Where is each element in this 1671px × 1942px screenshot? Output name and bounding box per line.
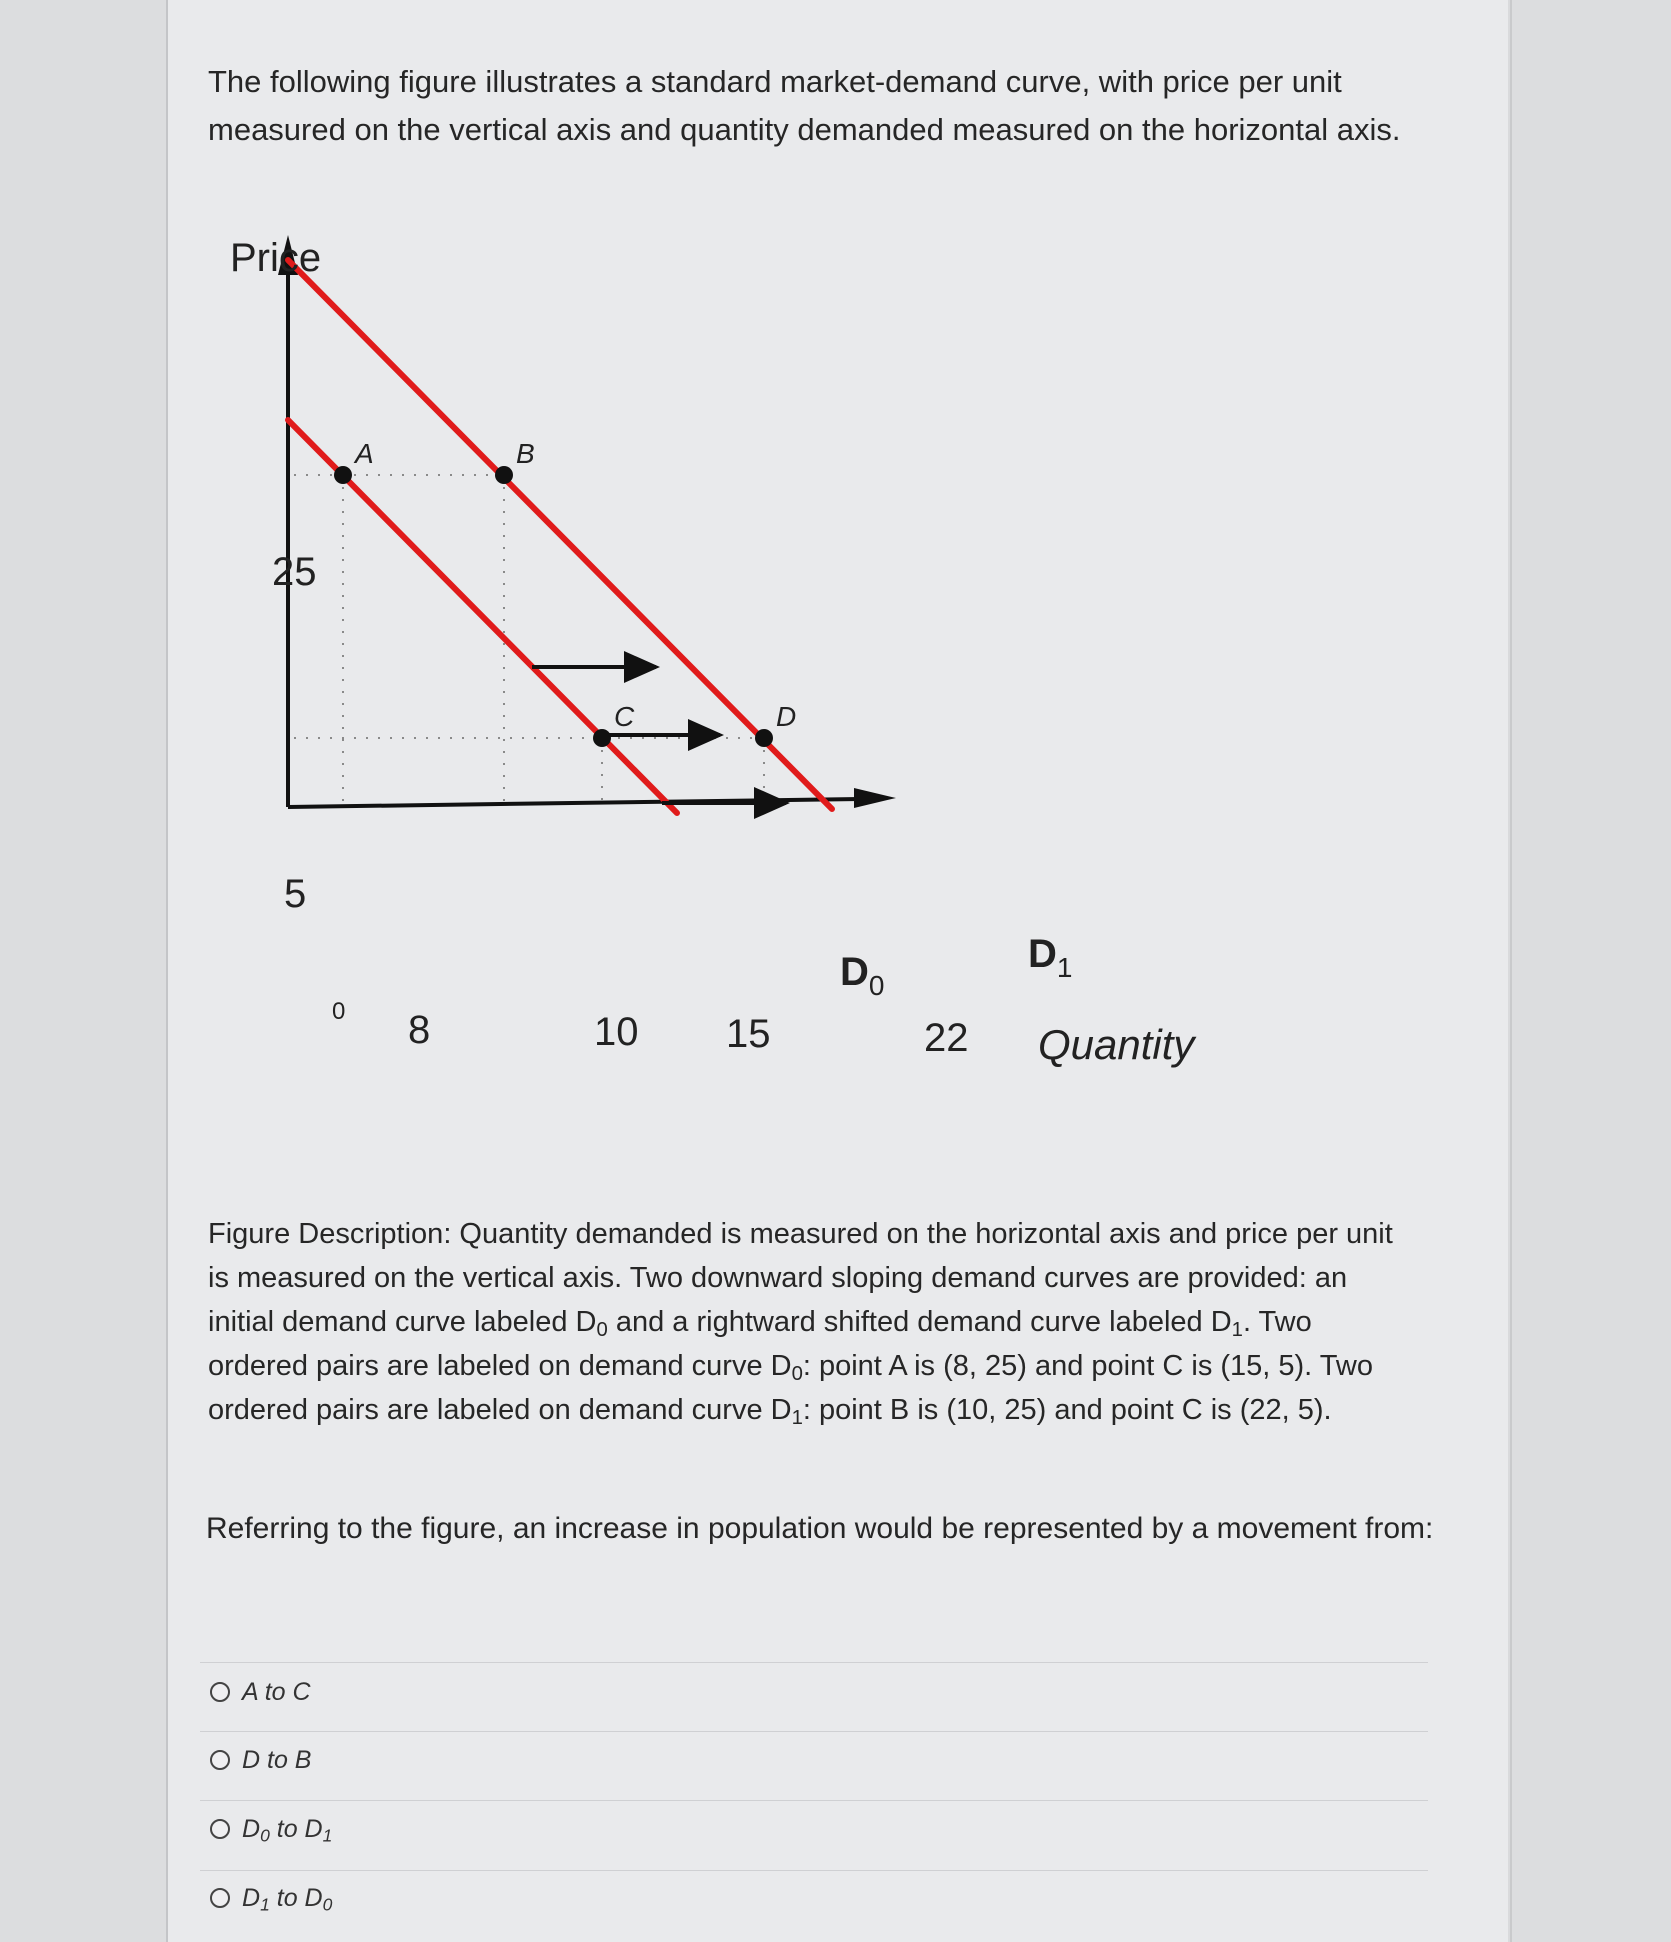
point-a-label: A: [355, 438, 374, 469]
option-label: $D_1$ to $D_0$: [242, 1883, 333, 1914]
option-label: $D_0$ to $D_1$: [242, 1814, 333, 1845]
demand-curve-d1: [288, 260, 832, 809]
option-d0-to-d1[interactable]: [210, 1809, 332, 1849]
y-axis-label: Price: [230, 236, 322, 280]
option-d-to-b[interactable]: [210, 1740, 311, 1780]
point-c: [593, 729, 611, 747]
y-tick-5: 5: [284, 872, 307, 916]
point-a: [334, 466, 352, 484]
description-line-4: ordered pairs are labeled on demand curve $D_0$: point A is (8, 25) and point C is (15, 5). Two: [208, 1350, 1373, 1386]
figure-description: [208, 1212, 1438, 1432]
y-tick-25: 25: [272, 550, 317, 594]
point-b: [495, 466, 513, 484]
intro-line-1: The following figure illustrates a standard market-demand curve, with price per unit: [208, 64, 1342, 99]
option-label: D to B: [242, 1745, 312, 1774]
right-gutter: [1510, 0, 1671, 1942]
radio-button[interactable]: [210, 1682, 230, 1702]
question-prompt: Referring to the figure, an increase in population would be represented by a movement from:: [206, 1512, 1434, 1545]
radio-button[interactable]: [210, 1819, 230, 1839]
option-d1-to-d0[interactable]: [210, 1878, 332, 1918]
option-divider: [200, 1800, 1428, 1801]
x-tick-15: 15: [726, 1012, 771, 1056]
option-divider: [200, 1870, 1428, 1871]
description-line-5: ordered pairs are labeled on demand curve $D_1$: point B is (10, 25) and point C is (22, 5).: [208, 1394, 1332, 1430]
origin-label: 0: [332, 998, 346, 1025]
option-a-to-c[interactable]: [210, 1672, 311, 1712]
option-label: A to C: [242, 1677, 311, 1706]
x-axis-arrow: [854, 788, 896, 808]
x-tick-8: 8: [408, 1008, 431, 1052]
description-line-3: initial demand curve labeled $D_0$ and a rightward shifted demand curve labeled $D_1$. Two: [208, 1306, 1312, 1342]
radio-button[interactable]: [210, 1888, 230, 1908]
point-c-label: C: [614, 701, 635, 732]
curve-label-d1: $D_1$: [1028, 932, 1073, 983]
option-divider: [200, 1731, 1428, 1732]
left-gutter: [0, 0, 168, 1942]
demand-chart: [210, 225, 1210, 1105]
option-divider: [200, 1662, 1428, 1663]
description-line-2: is measured on the vertical axis. Two downward sloping demand curves are provided: an: [208, 1262, 1348, 1294]
point-d-label: D: [776, 701, 797, 732]
point-b-label: B: [516, 438, 535, 469]
radio-button[interactable]: [210, 1750, 230, 1770]
curve-label-d0: $D_0$: [840, 950, 885, 1001]
x-axis-label: Quantity: [1038, 1021, 1195, 1068]
intro-line-2: measured on the vertical axis and quantity demanded measured on the horizontal axis.: [208, 112, 1401, 147]
point-d: [755, 729, 773, 747]
x-tick-10: 10: [594, 1010, 639, 1054]
description-line-1: Figure Description: Quantity demanded is measured on the horizontal axis and price per unit: [208, 1218, 1393, 1250]
intro-text: [208, 58, 1408, 154]
x-tick-22: 22: [924, 1016, 969, 1060]
